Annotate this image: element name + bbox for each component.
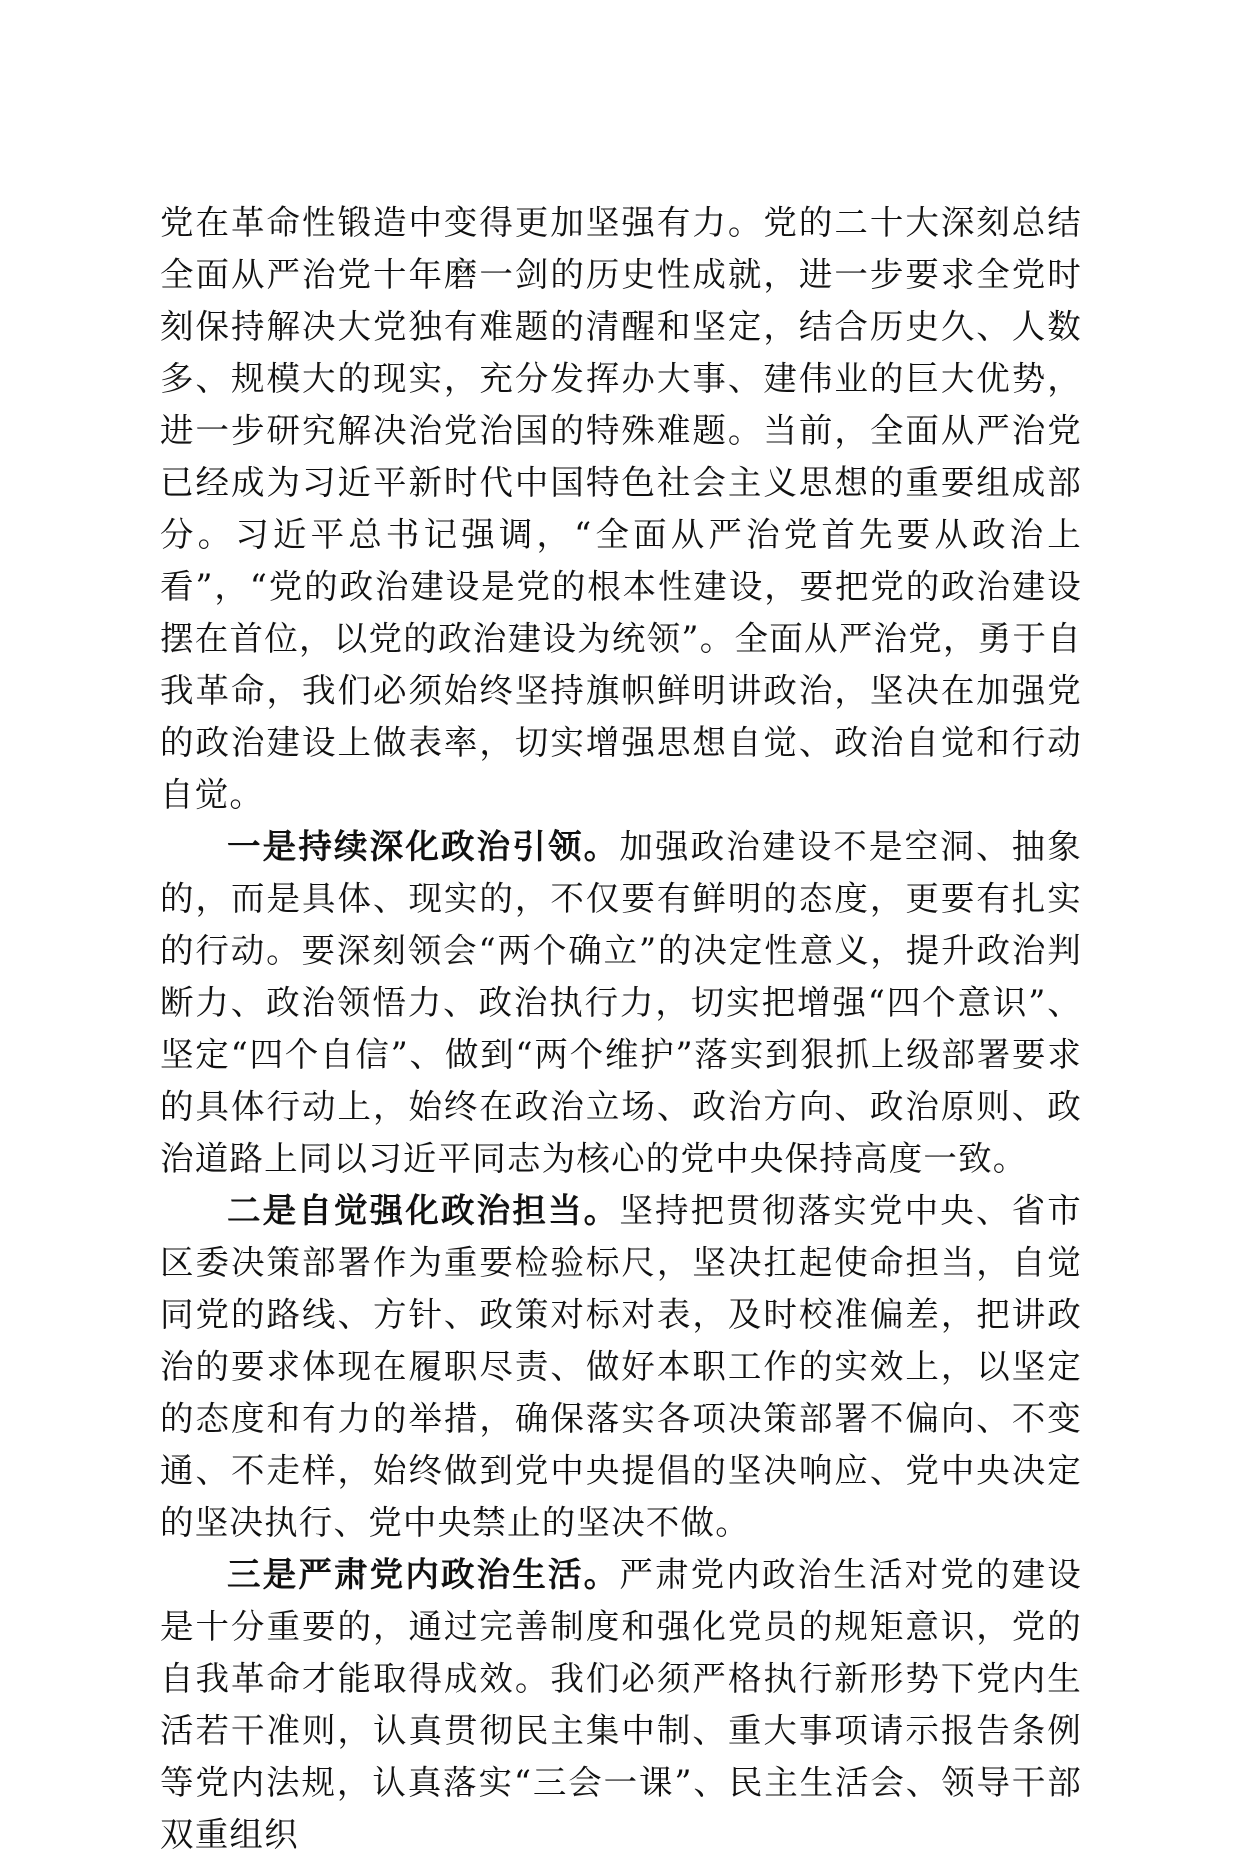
paragraph-text: 加强政治建设不是空洞、抽象的，而是具体、现实的，不仅要有鲜明的态度，更要有扎实的行动。要深刻领会“两个确立”的决定性意义，提升政治判断力、政治领悟力、政治执行力，切实把增强“四个意识”、坚定“四个自信”、做到“两个维护”落实到狠抓上级部署要求的具体行动上，始终在政治立场、政治方向、政治原则、政治道路上同以习近平同志为核心的党中央保持高度一致。 [160,827,1082,1178]
paragraph-lead: 三是严肃党内政治生活。 [227,1555,620,1594]
paragraph-text: 严肃党内政治生活对党的建设是十分重要的，通过完善制度和强化党员的规矩意识，党的自我革命才能取得成效。我们必须严格执行新形势下党内生活若干准则，认真贯彻民主集中制、重大事项请示报告条例等党内法规，认真落实“三会一课”、民主生活会、领导干部双重组织 [160,1555,1082,1854]
paragraph-inner-party-life [160,1549,1082,1861]
paragraph-lead: 二是自觉强化政治担当。 [227,1191,620,1230]
paragraph-intro [160,197,1082,821]
paragraph-political-responsibility [160,1185,1082,1549]
paragraph-text: 党在革命性锻造中变得更加坚强有力。党的二十大深刻总结全面从严治党十年磨一剑的历史性成就，进一步要求全党时刻保持解决大党独有难题的清醒和坚定，结合历史久、人数多、规模大的现实，充分发挥办大事、建伟业的巨大优势，进一步研究解决治党治国的特殊难题。当前，全面从严治党已经成为习近平新时代中国特色社会主义思想的重要组成部分。习近平总书记强调，“全面从严治党首先要从政治上看”，“党的政治建设是党的根本性建设，要把党的政治建设摆在首位，以党的政治建设为统领”。全面从严治党，勇于自我革命，我们必须始终坚持旗帜鲜明讲政治，坚决在加强党的政治建设上做表率，切实增强思想自觉、政治自觉和行动自觉。 [160,203,1082,814]
document-body [160,197,1082,1861]
paragraph-text: 坚持把贯彻落实党中央、省市区委决策部署作为重要检验标尺，坚决扛起使命担当，自觉同党的路线、方针、政策对标对表，及时校准偏差，把讲政治的要求体现在履职尽责、做好本职工作的实效上，以坚定的态度和有力的举措，确保落实各项决策部署不偏向、不变通、不走样，始终做到党中央提倡的坚决响应、党中央决定的坚决执行、党中央禁止的坚决不做。 [160,1191,1082,1542]
paragraph-lead: 一是持续深化政治引领。 [227,827,620,866]
paragraph-political-guidance [160,821,1082,1185]
